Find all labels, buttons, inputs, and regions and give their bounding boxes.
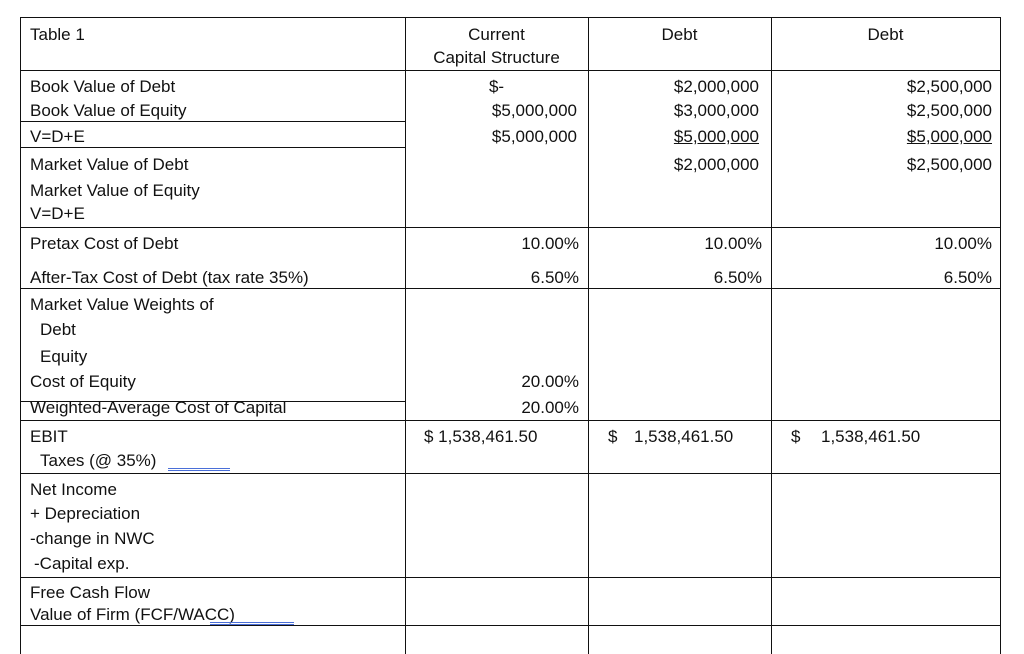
label-v-de-2: V=D+E: [30, 204, 85, 223]
cell-ebit-current: $ 1,538,461.50: [424, 427, 538, 446]
label-pretax-cost: Pretax Cost of Debt: [30, 234, 179, 253]
cell-v-debt2: $5,000,000: [906, 127, 992, 146]
cell-aftertax-current: 6.50%: [530, 268, 579, 287]
label-value-of-firm: Value of Firm (FCF/WACC): [30, 605, 235, 624]
cell-book-debt-debt1: $2,000,000: [673, 77, 759, 96]
cell-wacc-current: 20.00%: [521, 398, 579, 417]
cell-aftertax-debt1: 6.50%: [713, 268, 762, 287]
cell-book-debt-current: $-: [488, 77, 505, 96]
cell-v-current: $5,000,000: [491, 127, 577, 146]
row-divider: [20, 577, 1001, 578]
financial-table: [20, 17, 1001, 654]
label-market-equity: Market Value of Equity: [30, 181, 200, 200]
label-book-equity: Book Value of Equity: [30, 101, 187, 120]
label-market-debt: Market Value of Debt: [30, 155, 189, 174]
row-divider: [20, 625, 1001, 626]
label-weight-equity: Equity: [40, 347, 88, 366]
label-change-nwc: -change in NWC: [30, 529, 155, 548]
cell-pretax-debt2: 10.00%: [934, 234, 992, 253]
header-debt-2: Debt: [867, 25, 904, 44]
row-divider: [20, 473, 1001, 474]
cell-aftertax-debt2: 6.50%: [943, 268, 992, 287]
label-free-cash-flow: Free Cash Flow: [30, 583, 150, 602]
cell-market-debt-debt2: $2,500,000: [906, 155, 992, 174]
label-capital-exp: -Capital exp.: [34, 554, 130, 573]
header-current-line1: Current: [468, 25, 525, 44]
cell-ebit-debt2: 1,538,461.50: [821, 427, 921, 446]
label-depreciation: + Depreciation: [30, 504, 141, 523]
label-book-debt: Book Value of Debt: [30, 77, 176, 96]
proofing-underline: [168, 468, 230, 471]
table-border-top: [20, 17, 1001, 18]
row-divider: [20, 420, 1001, 421]
cell-ebit-symbol-debt1: $: [608, 427, 618, 446]
row-divider: [20, 227, 1001, 228]
cell-underline: [20, 121, 405, 122]
label-taxes: Taxes (@ 35%): [40, 451, 157, 470]
table-border-right: [1000, 17, 1001, 654]
cell-cost-equity-current: 20.00%: [521, 372, 579, 391]
label-aftertax-cost: After-Tax Cost of Debt (tax rate 35%): [30, 268, 309, 287]
cell-v-debt1: $5,000,000: [673, 127, 759, 146]
cell-book-debt-debt2: $2,500,000: [906, 77, 992, 96]
header-current-line2: Capital Structure: [433, 48, 560, 67]
cell-pretax-debt1: 10.00%: [704, 234, 762, 253]
table-border-left: [20, 17, 21, 654]
row-divider: [20, 288, 1001, 289]
label-mv-weights: Market Value Weights of: [30, 295, 214, 314]
cell-underline: [20, 147, 405, 148]
cell-book-equity-debt1: $3,000,000: [673, 101, 759, 120]
label-ebit: EBIT: [30, 427, 68, 446]
row-divider: [20, 70, 1001, 71]
header-debt-1: Debt: [661, 25, 698, 44]
label-weight-debt: Debt: [40, 320, 76, 339]
label-net-income: Net Income: [30, 480, 117, 499]
cell-ebit-symbol-debt2: $: [791, 427, 801, 446]
cell-book-equity-current: $5,000,000: [491, 101, 577, 120]
cell-book-equity-debt2: $2,500,000: [906, 101, 992, 120]
label-v-de-1: V=D+E: [30, 127, 85, 146]
cell-pretax-current: 10.00%: [521, 234, 579, 253]
label-cost-equity: Cost of Equity: [30, 372, 136, 391]
header-table-title: Table 1: [30, 25, 85, 44]
proofing-underline: [210, 622, 294, 625]
cell-ebit-debt1: 1,538,461.50: [634, 427, 734, 446]
cell-market-debt-debt1: $2,000,000: [673, 155, 759, 174]
label-wacc: Weighted-Average Cost of Capital: [30, 398, 287, 417]
